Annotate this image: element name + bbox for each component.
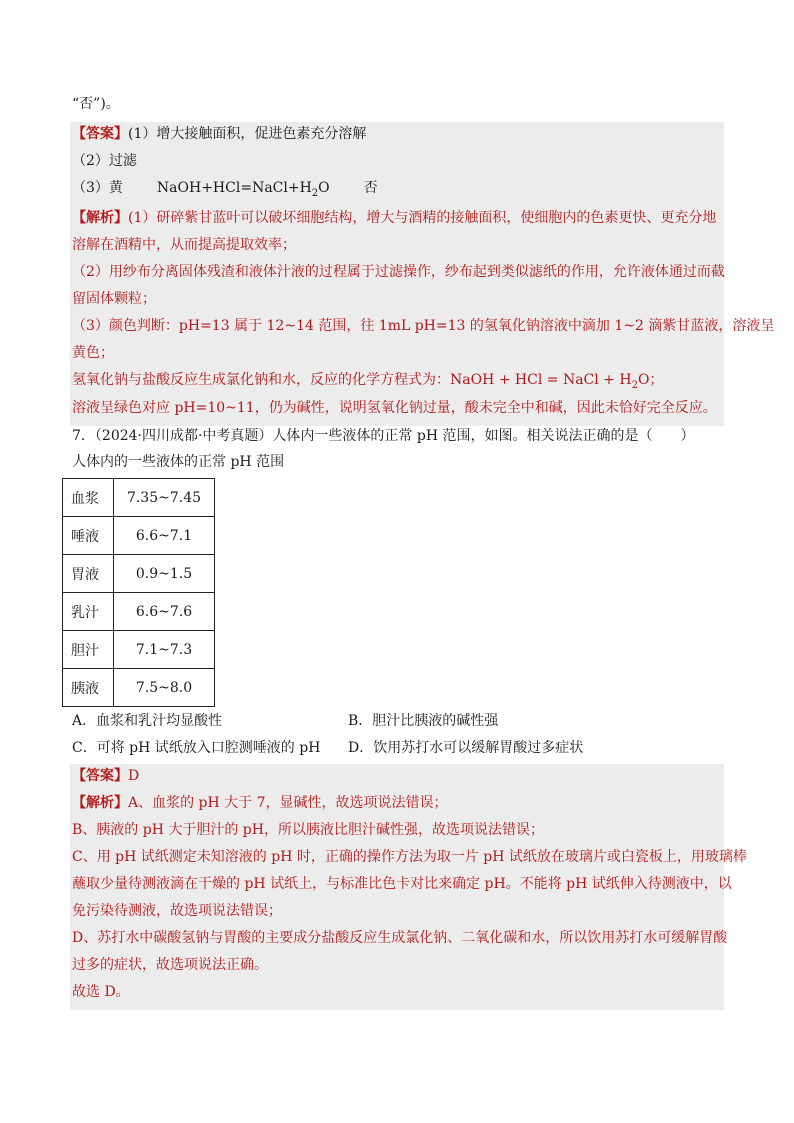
answer-part-2: （2）过滤 [72,153,137,169]
answer-equation: $NaOH+HCl=NaCl+H_2O$ [156,180,330,199]
answer-part-3a: （3）黄 [72,180,123,196]
solution-analysis-c1: C、用 pH 试纸测定未知溶液的 pH 时，正确的操作方法为取一片 pH 试纸放在玻璃片或白瓷板上，用玻璃棒 [72,849,747,865]
analysis-line-7: 氢氧化钠与盐酸反应生成氯化钠和水，反应的化学方程式为：NaOH + HCl = NaCl + $H_2O$； [72,372,664,391]
option-c: C．可将 pH 试纸放入口腔测唾液的 pH [72,740,321,756]
analysis-line-8: 溶液呈绿色对应 pH=10~11，仍为碱性，说明氢氧化钠过量，酸未完全中和碱，因此未恰好完全反应。 [72,400,717,416]
answer-tag: 【答案】 [72,126,128,142]
answer-part-3c: 否 [363,180,378,196]
solution-analysis-c2: 蘸取少量待测液滴在干燥的 pH 试纸上，与标准比色卡对比来确定 pH。不能将 pH 试纸伸入待测液中，以 [72,876,732,892]
table-row: 乳汁 6.6~7.6 [63,593,215,631]
previous-answer-line-1 [72,124,366,144]
solution-analysis-a: 【解析】A、血浆的 pH 大于 7，显碱性，故选项说法错误； [72,795,448,811]
analysis-line-3: （2）用纱布分离固体残渣和液体汁液的过程属于过滤操作，纱布起到类似滤纸的作用，允许液体通过而截 [72,264,725,280]
table-row: 唾液 6.6~7.1 [63,517,215,555]
analysis-line-6: 黄色； [72,345,114,361]
option-d: D．饮用苏打水可以缓解胃酸过多症状 [348,740,584,756]
solution-answer-line [72,766,139,786]
analysis-line-2: 溶解在酒精中，从而提高提取效率； [72,237,296,253]
analysis-line-1: 【解析】(1）研碎紫甘蓝叶可以破坏细胞结构，增大与酒精的接触面积，使细胞内的色素更快、更充分地 [72,210,717,226]
analysis-line-4: 留固体颗粒； [72,291,156,307]
table-row: 胃液 0.9~1.5 [63,555,215,593]
table-row: 胆汁 7.1~7.3 [63,631,215,669]
table-row: 血浆 7.35~7.45 [63,479,215,517]
solution-analysis-d2: 过多的症状，故选项说法正确。 [72,957,268,973]
answer-part-1: (1）增大接触面积，促进色素充分溶解 [128,126,367,142]
table-caption: 人体内的一些液体的正常 pH 范围 [72,454,285,470]
answer-value: D [128,768,140,784]
analysis-tag: 【解析】 [72,795,128,811]
solution-final: 故选 D。 [72,984,130,1000]
previous-question-tail: “否”)。 [72,96,120,112]
question-stem: 7．（2024·四川成都·中考真题）人体内一些液体的正常 pH 范围，如图。相关说法正确的是（ ） [72,428,695,444]
table-row: 胰液 7.5~8.0 [63,669,215,707]
solution-analysis-b: B、胰液的 pH 大于胆汁的 pH，所以胰液比胆汁碱性强，故选项说法错误； [72,822,544,838]
previous-answer-line-3 [72,178,378,204]
analysis-line-5: （3）颜色判断：pH=13 属于 12~14 范围，往 1mL pH=13 的氢氧化钠溶液中滴加 1~2 滴紫甘蓝液，溶液呈 [72,318,775,334]
solution-analysis-d1: D、苏打水中碳酸氢钠与胃酸的主要成分盐酸反应生成氯化钠、二氧化碳和水，所以饮用苏打水可缓解胃酸 [72,930,728,946]
option-b: B．胆汁比胰液的碱性强 [348,713,499,729]
answer-tag: 【答案】 [72,768,128,784]
solution-analysis-c3: 免污染待测液，故选项说法错误； [72,903,282,919]
ph-range-table [62,478,215,707]
analysis-tag: 【解析】 [72,210,128,226]
option-a: A．血浆和乳汁均显酸性 [72,713,223,729]
